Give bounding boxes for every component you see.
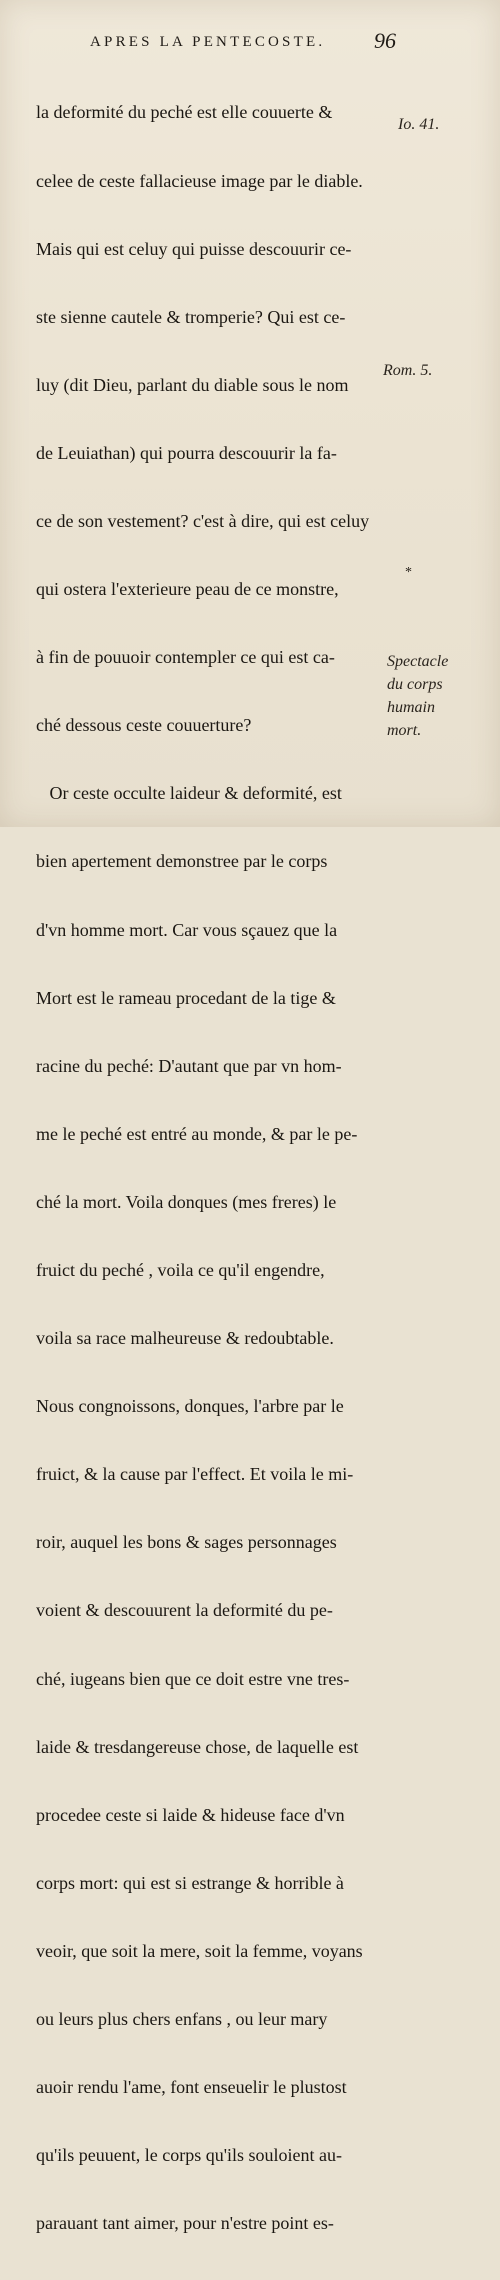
body-line: auoir rendu l'ame, font enseuelir le plustost: [36, 2077, 347, 2098]
main-text: [36, 56, 382, 2280]
body-line: roir, auquel les bons & sages personnages: [36, 1532, 337, 1553]
body-line: ce de son vestement? c'est à dire, qui est celuy: [36, 510, 370, 531]
body-line: d'vn homme mort. Car vous sçauez que la: [36, 919, 338, 940]
body-line: qui ostera l'exterieure peau de ce monstre,: [36, 579, 339, 600]
body-line: ou leurs plus chers enfans , ou leur mary: [36, 2009, 328, 2030]
body-line: de Leuiathan) qui pourra descouurir la fa-: [36, 442, 337, 463]
body-line: voient & descouurent la deformité du pe-: [36, 1600, 333, 1621]
body-line: Mort est le rameau procedant de la tige &: [36, 987, 336, 1008]
side-title-line: du corps: [387, 676, 443, 693]
margin-note-job-ref: Io. 41.: [398, 116, 440, 133]
body-line: racine du peché: D'autant que par vn hom-: [36, 1055, 342, 1076]
body-line: corps mort: qui est si estrange & horrible à: [36, 1872, 344, 1893]
body-line: ste sienne cautele & tromperie? Qui est ce-: [36, 306, 346, 327]
body-line: parauant tant aimer, pour n'estre point es-: [36, 2213, 334, 2234]
body-line: ché la mort. Voila donques (mes freres) le: [36, 1191, 337, 1212]
body-line: me le peché est entré au monde, & par le pe-: [36, 1123, 358, 1144]
body-line: bien apertement demonstree par le corps: [36, 851, 328, 872]
side-title-line: humain: [387, 699, 435, 716]
margin-note-romans-ref: Rom. 5.: [383, 362, 433, 379]
body-line: la deformité du peché est elle couuerte &: [36, 102, 333, 123]
body-line: Nous congnoissons, donques, l'arbre par le: [36, 1396, 344, 1417]
side-title-line: Spectacle: [387, 653, 449, 670]
margin-asterisk: *: [405, 565, 412, 580]
body-line: veoir, que soit la mere, soit la femme, voyans: [36, 1940, 363, 1961]
body-line: procedee ceste si laide & hideuse face d'vn: [36, 1804, 345, 1825]
running-head: APRES LA PENTECOSTE.: [90, 34, 326, 50]
page-header: [90, 28, 396, 56]
body-line: Mais qui est celuy qui puisse descouurir ce-: [36, 238, 352, 259]
body-line: celee de ceste fallacieuse image par le diable.: [36, 170, 363, 191]
side-title-line: mort.: [387, 722, 422, 739]
margin-side-title: [387, 650, 448, 742]
body-line: laide & tresdangereuse chose, de laquelle est: [36, 1736, 359, 1757]
body-line: voila sa race malheureuse & redoubtable.: [36, 1328, 334, 1349]
body-line: luy (dit Dieu, parlant du diable sous le nom: [36, 374, 349, 395]
body-line: fruict du peché , voila ce qu'il engendre,: [36, 1260, 325, 1280]
body-line: fruict, & la cause par l'effect. Et voila le mi-: [36, 1464, 354, 1485]
body-line: à fin de pouuoir contempler ce qui est ca-: [36, 647, 335, 668]
page-number: 96: [374, 28, 396, 53]
body-line: Or ceste occulte laideur & deformité, est: [36, 783, 342, 804]
body-line: ché dessous ceste couuerture?: [36, 715, 252, 736]
body-line: qu'ils peuuent, le corps qu'ils souloient au-: [36, 2145, 342, 2166]
body-line: ché, iugeans bien que ce doit estre vne tres-: [36, 1668, 350, 1689]
